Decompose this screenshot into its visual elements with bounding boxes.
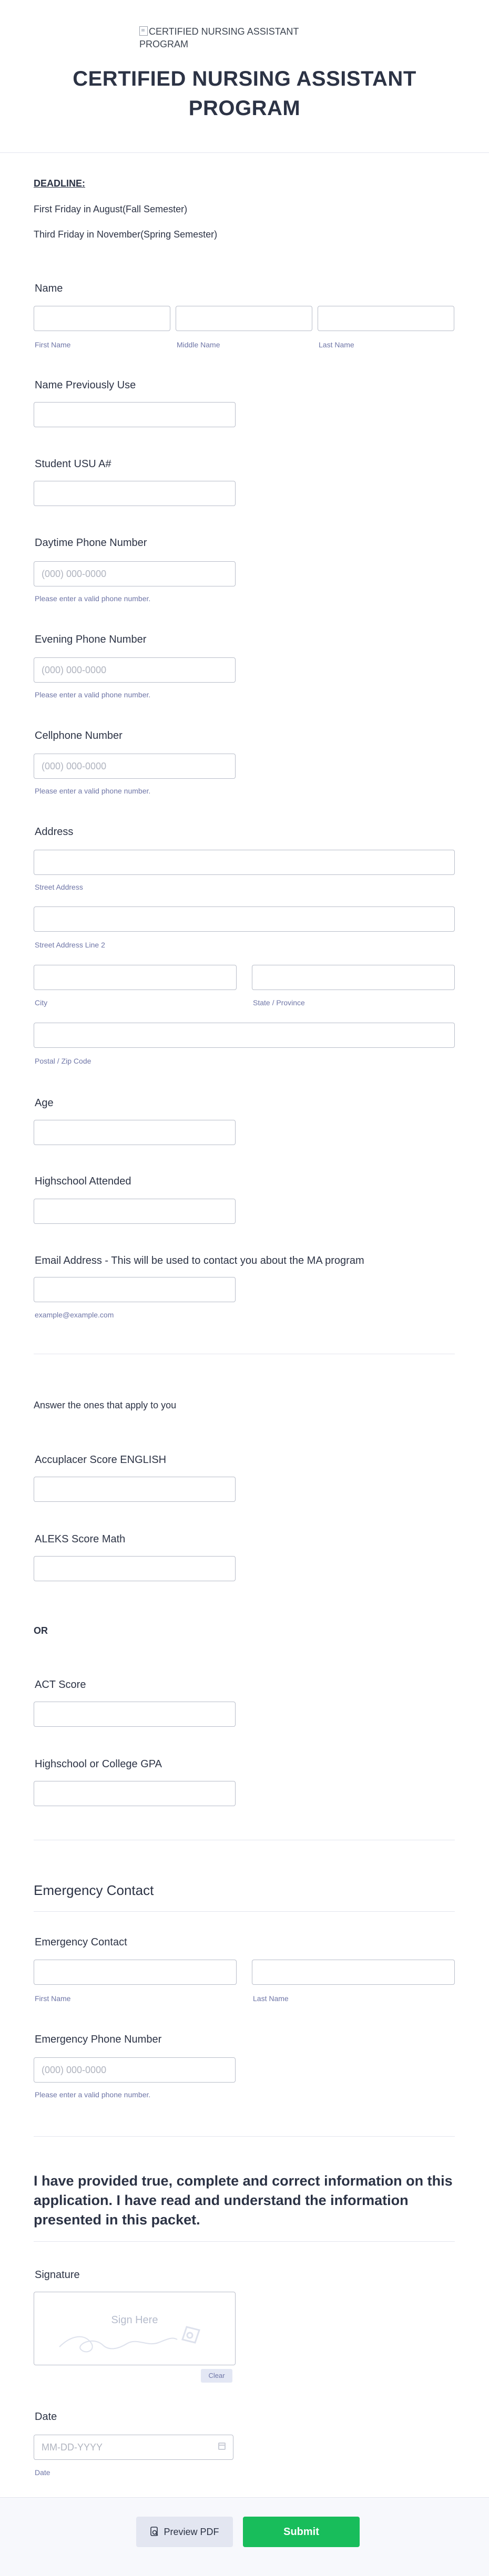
act-input[interactable] <box>34 1702 236 1727</box>
signature-label: Signature <box>35 2269 80 2281</box>
daytime-phone-input[interactable] <box>34 561 236 586</box>
address-label: Address <box>35 826 74 838</box>
middle-name-sublabel: Middle Name <box>177 341 220 349</box>
gpa-label: Highschool or College GPA <box>35 1758 162 1770</box>
first-name-input[interactable] <box>34 306 170 331</box>
last-name-sublabel: Last Name <box>319 341 354 349</box>
emergency-phone-label: Emergency Phone Number <box>35 2034 162 2045</box>
or-separator: OR <box>34 1625 48 1636</box>
email-label: Email Address - This will be used to contact you about the MA program <box>35 1255 364 1266</box>
cellphone-input[interactable] <box>34 754 236 779</box>
preview-pdf-button[interactable] <box>136 2517 233 2547</box>
signature-placeholder: Sign Here <box>111 2314 158 2326</box>
declaration-text: I have provided true, complete and correct information on this application. I have read and understand the information presented in this packet. <box>34 2173 453 2228</box>
document-preview-icon <box>150 2527 159 2537</box>
date-input[interactable] <box>34 2435 233 2460</box>
last-name-input[interactable] <box>318 306 454 331</box>
section-divider <box>34 2136 455 2137</box>
deadline-title: DEADLINE: <box>34 178 85 189</box>
evening-phone-input[interactable] <box>34 657 236 683</box>
emergency-phone-hint: Please enter a valid phone number. <box>35 2090 151 2099</box>
previous-name-input[interactable] <box>34 402 236 427</box>
evening-phone-label: Evening Phone Number <box>35 634 147 645</box>
emergency-last-name-input[interactable] <box>252 1960 455 1985</box>
street-address-2-sublabel: Street Address Line 2 <box>35 941 105 949</box>
emergency-phone-input[interactable] <box>34 2057 236 2083</box>
preview-pdf-label: Preview PDF <box>164 2527 219 2537</box>
signature-scribble-icon <box>34 2292 235 2365</box>
emergency-first-name-sublabel: First Name <box>35 1994 71 2003</box>
state-input[interactable] <box>252 965 455 990</box>
email-input[interactable] <box>34 1277 236 1302</box>
logo-alt-text: CERTIFIED NURSING ASSISTANT PROGRAM <box>139 26 299 49</box>
accuplacer-label: Accuplacer Score ENGLISH <box>35 1454 167 1466</box>
cellphone-label: Cellphone Number <box>35 730 123 741</box>
state-sublabel: State / Province <box>253 998 305 1007</box>
student-id-label: Student USU A# <box>35 458 111 470</box>
previous-name-label: Name Previously Use <box>35 379 136 391</box>
age-label: Age <box>35 1097 54 1109</box>
emergency-last-name-sublabel: Last Name <box>253 1994 289 2003</box>
emergency-first-name-input[interactable] <box>34 1960 237 1985</box>
section-divider <box>34 2241 455 2242</box>
evening-phone-hint: Please enter a valid phone number. <box>35 691 151 699</box>
age-input[interactable] <box>34 1120 236 1145</box>
emergency-phone-placeholder: (000) 000-0000 <box>42 2065 107 2075</box>
middle-name-input[interactable] <box>176 306 312 331</box>
gpa-input[interactable] <box>34 1781 236 1806</box>
act-label: ACT Score <box>35 1679 86 1691</box>
calendar-icon[interactable] <box>218 2443 226 2450</box>
street-address-2-input[interactable] <box>34 906 455 932</box>
first-name-sublabel: First Name <box>35 341 71 349</box>
date-sublabel: Date <box>35 2468 50 2477</box>
deadline-spring: Third Friday in November(Spring Semester) <box>34 229 218 240</box>
city-input[interactable] <box>34 965 237 990</box>
submit-button[interactable]: Submit <box>243 2517 360 2547</box>
deadline-fall: First Friday in August(Fall Semester) <box>34 204 188 214</box>
accuplacer-input[interactable] <box>34 1477 236 1502</box>
street-address-sublabel: Street Address <box>35 883 83 891</box>
aleks-label: ALEKS Score Math <box>35 1533 126 1545</box>
evening-phone-placeholder: (000) 000-0000 <box>42 665 107 675</box>
emergency-contact-label: Emergency Contact <box>35 1936 127 1948</box>
zip-input[interactable] <box>34 1023 455 1048</box>
aleks-input[interactable] <box>34 1556 236 1581</box>
clear-signature-button[interactable]: Clear <box>201 2369 232 2383</box>
page-title: CERTIFIED NURSING ASSISTANT PROGRAM <box>73 67 416 120</box>
name-label: Name <box>35 283 63 294</box>
date-placeholder: MM-DD-YYYY <box>42 2442 103 2453</box>
student-id-input[interactable] <box>34 481 236 506</box>
highschool-label: Highschool Attended <box>35 1176 131 1187</box>
scores-intro: Answer the ones that apply to you <box>34 1400 177 1410</box>
zip-sublabel: Postal / Zip Code <box>35 1057 91 1065</box>
cellphone-hint: Please enter a valid phone number. <box>35 787 151 795</box>
daytime-phone-hint: Please enter a valid phone number. <box>35 594 151 603</box>
highschool-input[interactable] <box>34 1199 236 1224</box>
daytime-phone-placeholder: (000) 000-0000 <box>42 569 107 579</box>
street-address-input[interactable] <box>34 850 455 875</box>
city-sublabel: City <box>35 998 48 1007</box>
cellphone-placeholder: (000) 000-0000 <box>42 761 107 771</box>
logo-image <box>139 25 350 50</box>
broken-image-icon <box>139 26 148 36</box>
date-label: Date <box>35 2411 57 2423</box>
emergency-heading: Emergency Contact <box>34 1882 154 1898</box>
daytime-phone-label: Daytime Phone Number <box>35 537 147 549</box>
signature-pad[interactable] <box>34 2292 236 2365</box>
section-divider <box>34 1911 455 1912</box>
email-hint: example@example.com <box>35 1311 114 1319</box>
